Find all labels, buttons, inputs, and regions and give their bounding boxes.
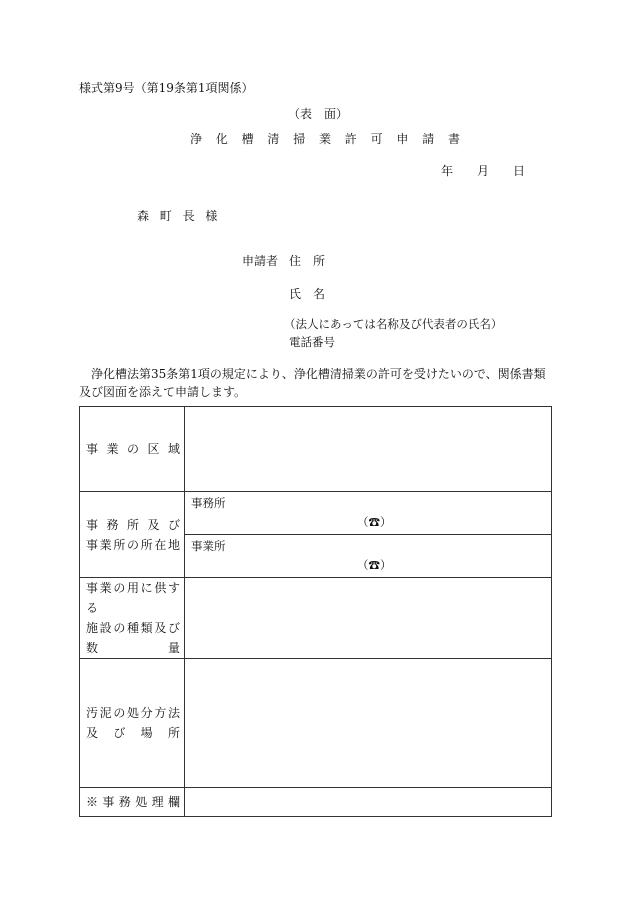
sludge-disposal-label-cell	[80, 659, 185, 788]
facilities-label-cell	[80, 578, 185, 659]
office-processing-field	[185, 788, 552, 817]
row-office-processing	[80, 788, 552, 817]
form-number: 様式第9号（第19条第1項関係）	[79, 81, 254, 95]
business-area-label: 事業の区域	[86, 442, 180, 456]
office-processing-label: ※事務処理欄	[86, 795, 180, 809]
facilities-label-line1: 事業の用に供する	[86, 581, 180, 615]
application-table	[79, 406, 552, 817]
name-label: 氏 名	[289, 287, 326, 301]
business-area-label-cell	[80, 407, 185, 492]
business-phone-mark: （☎）	[357, 558, 392, 572]
application-statement: 浄化槽法第35条第1項の規定により、浄化槽清掃業の許可を受けたいので、関係書類及び図面を添えて申請します。	[79, 367, 546, 399]
office-sub-field[interactable]	[185, 492, 551, 534]
office-location-label-line2: 事業所の所在地	[86, 537, 180, 552]
address-label: 住 所	[289, 254, 326, 268]
sludge-disposal-label-line1: 汚泥の処分方法	[86, 706, 180, 720]
sludge-disposal-field[interactable]	[185, 659, 552, 788]
phone-label: 電話番号	[289, 335, 335, 349]
office-processing-label-cell	[80, 788, 185, 817]
facilities-field[interactable]	[185, 578, 552, 659]
office-location-label-cell	[80, 492, 185, 578]
date-field: 年 月 日	[441, 164, 526, 178]
business-sub-field[interactable]	[185, 534, 551, 577]
addressee: 森町長様	[137, 209, 229, 223]
facilities-label-line3: 数量	[86, 641, 180, 655]
row-facilities	[80, 578, 552, 659]
office-location-cell	[185, 492, 552, 578]
side-label: （表 面）	[288, 107, 349, 121]
applicant-label: 申請者	[242, 254, 279, 268]
sludge-disposal-label-line2: 及び場所	[86, 726, 180, 740]
office-sub-label: 事務所	[191, 496, 226, 510]
business-sub-label: 事業所	[191, 539, 226, 553]
office-phone-mark: （☎）	[357, 515, 392, 529]
business-area-field[interactable]	[185, 407, 552, 492]
form-title: 浄化槽清掃業許可申請書	[190, 132, 474, 146]
corporate-note: （法人にあっては名称及び代表者の氏名）	[284, 317, 503, 331]
office-location-label-line1: 事務所及び	[86, 517, 180, 532]
row-office-location	[80, 492, 552, 578]
row-business-area	[80, 407, 552, 492]
facilities-label-line2: 施設の種類及び	[86, 621, 180, 635]
row-sludge-disposal	[80, 659, 552, 788]
